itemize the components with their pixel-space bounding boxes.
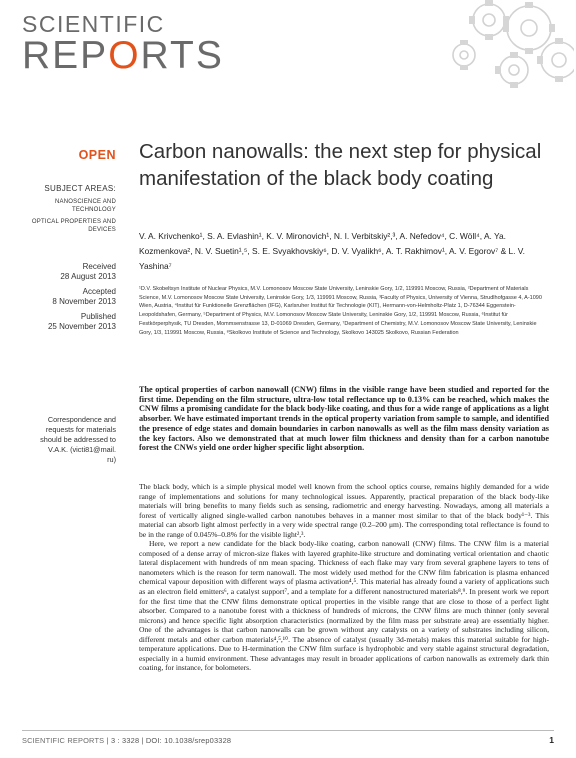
subject-areas-heading: SUBJECT AREAS:: [44, 184, 116, 193]
subject-item[interactable]: OPTICAL PROPERTIES AND: [31, 219, 116, 225]
correspondence-email[interactable]: V.A.K. (victi81@mail.: [48, 445, 116, 454]
gears-decoration-icon: [419, 0, 574, 96]
accepted-label: Accepted: [82, 287, 116, 296]
published-label: Published: [80, 312, 116, 321]
paragraph-2: Here, we report a new candidate for the black body-like coating, carbon nanowall (CNW) films. The CNW film is a material composed of a dense array of micron-size flakes with layered graphite-like structure and dominating vertical orientation and chaotic lateral displacement with hundreds of nm mean spacing. Thickness of each flake may vary from several graphene layers to tens of nanometers which is the reason for term nanowall. The most widely used method for the CNW film fabrication is plasma enhanced chemical vapour deposition with different ways of plasma activation⁴,⁵. This material has already found a variety of applications such as an electron field emitters⁶, a catalyst support⁷, and a template for a different nanostructured materials⁸,⁹. In present work we report for the first time that the CNW films demonstrate optical properties in the visible range that are close to those of a perfect light absorber. Compared to a nanotube forest with a thickness of hundreds of microns, the CNW films are much thinner (only several microns) and hence specific light absorption characteristics (normalized by the film mass per substrate area) are essentially higher. One of the advantages is that carbon nanowalls can be grown without any catalysts on a variety of substrates including silicon, different metals and other carbon materials⁴,⁵,¹⁰. The absence of catalyst (usually 3d-metals) makes this material suitable for high-temperature applications. Due to H-termination the CNW film surface is hydrophobic and very stable against structural degradation, especially in a humid environment. These advantages may result in broader applications of carbon nanowalls as extremely dark thin coating, for instance, for bolometers.: [139, 539, 549, 673]
subject-areas-block: [22, 184, 116, 234]
journal-logo: [22, 11, 224, 82]
accepted-date: 8 November 2013: [52, 297, 116, 306]
publication-dates: [22, 262, 116, 332]
open-access-label: OPEN: [78, 148, 116, 162]
received-date: 28 August 2013: [60, 272, 116, 281]
footer-journal: SCIENTIFIC REPORTS: [22, 736, 105, 745]
page-number: 1: [549, 735, 554, 745]
article-title: Carbon nanowalls: the next step for physical manifestation of the black body coating: [139, 140, 542, 190]
footer-divider: [22, 730, 554, 731]
logo-line-1: SCIENTIFIC: [22, 11, 165, 37]
footer-citation: [22, 736, 231, 745]
author-list: V. A. Krivchenko¹, S. A. Evlashin¹, K. V. Mironovich¹, N. I. Verbitskiy²,³, A. Nefedov⁴, C. Wöll⁴, A. Ya. Kozmenkova², N. V. Suetin¹,⁵, S. E. Svyakhovskiy⁶, D. V. Vyalikh⁶, A. T. Rakhimov¹, A. V. Egorov⁷ & L. V. Yashina⁷: [139, 231, 525, 271]
correspondence-note: Correspondence and requests for materials should be addressed to V.A.K. (victi81@mail. ru): [22, 415, 116, 465]
subject-item[interactable]: TECHNOLOGY: [71, 207, 116, 213]
paragraph-1: The black body, which is a simple physical model well known from the school optics course, remains highly demanded for a wide range of implementations and solutions for many technological issues. Apparently, practical preparation of the black body-like materials will bring benefits to many fields such as sensing, radiometric and energy harvesting. Nowadays, among all materials a forest of vertically aligned single-walled carbon nanotubes behaves in a manner most similar to that of the black body¹⁻³. This material can absorb light almost perfectly in a very wide spectral range (0.2–200 μm). The corresponding total reflectance is found to be in the range of 0.045%–0.8% for the visible light²,³.: [139, 482, 549, 539]
footer-doi[interactable]: | 3 : 3328 | DOI: 10.1038/srep03328: [106, 736, 232, 745]
published-date: 25 November 2013: [47, 322, 116, 331]
body-text: [139, 482, 549, 673]
received-label: Received: [82, 262, 116, 271]
abstract: The optical properties of carbon nanowall (CNW) films in the visible range have been studied and reported for the first time. Depending on the film structure, ultra-low total reflectance up to 0.13% can be reached, which makes the CNW films a promising candidate for the black body-like coating, and thus for a wide range of applications as a light absorber. We have estimated important trends in the optical property variation from sample to sample, and identified the presence of edge states and domain boundaries in carbon nanowalls as well as the film mass density variation as the key factors. Also we demonstrated that at much lower film thickness and density than for a carbon nanotube forest the CNWs yield one order higher specific light absorption.: [139, 385, 549, 453]
affiliations: ¹D.V. Skobeltsyn Institute of Nuclear Physics, M.V. Lomonosov Moscow State University, Leninskie Gory, 1/2, 119991 Moscow, Russia, ²Department of Materials Science, M.V. Lomonosov Moscow State University, Leninskie Gory, 1/3, 119991 Moscow, Russia, ³Faculty of Physics, University of Vienna, Strudlhofgasse 4, A-1090 Wien, Austria, ⁴Institut für Funktionelle Grenzflächen (IFG), Karlsruher Institut für Technologie (KIT), Hermann-von-Helmholtz-Platz 1, D-76344 Eggenstein-Leopoldshafen, Germany, ⁵Department of Physics, M.V. Lomonosov Moscow State University, Leninskie Gory, 1/2, 119991 Moscow, Russia, ⁶Institut für Festkörperphysik, TU Dresden, Mommsenstrasse 13, D-01069 Dresden, Germany, ⁷Department of Chemistry, M.V. Lomonosov Moscow State University, Leninskie Gory, 1/3, 119991 Moscow, Russia, ⁸Skolkovo Institute of Science and Technology, Skolkovo 143025 Skolkovo, Russian Federation: [139, 286, 542, 336]
logo-line-2: REPORTS: [22, 34, 224, 77]
subject-item[interactable]: DEVICES: [88, 227, 116, 233]
subject-item[interactable]: NANOSCIENCE AND: [54, 199, 116, 205]
